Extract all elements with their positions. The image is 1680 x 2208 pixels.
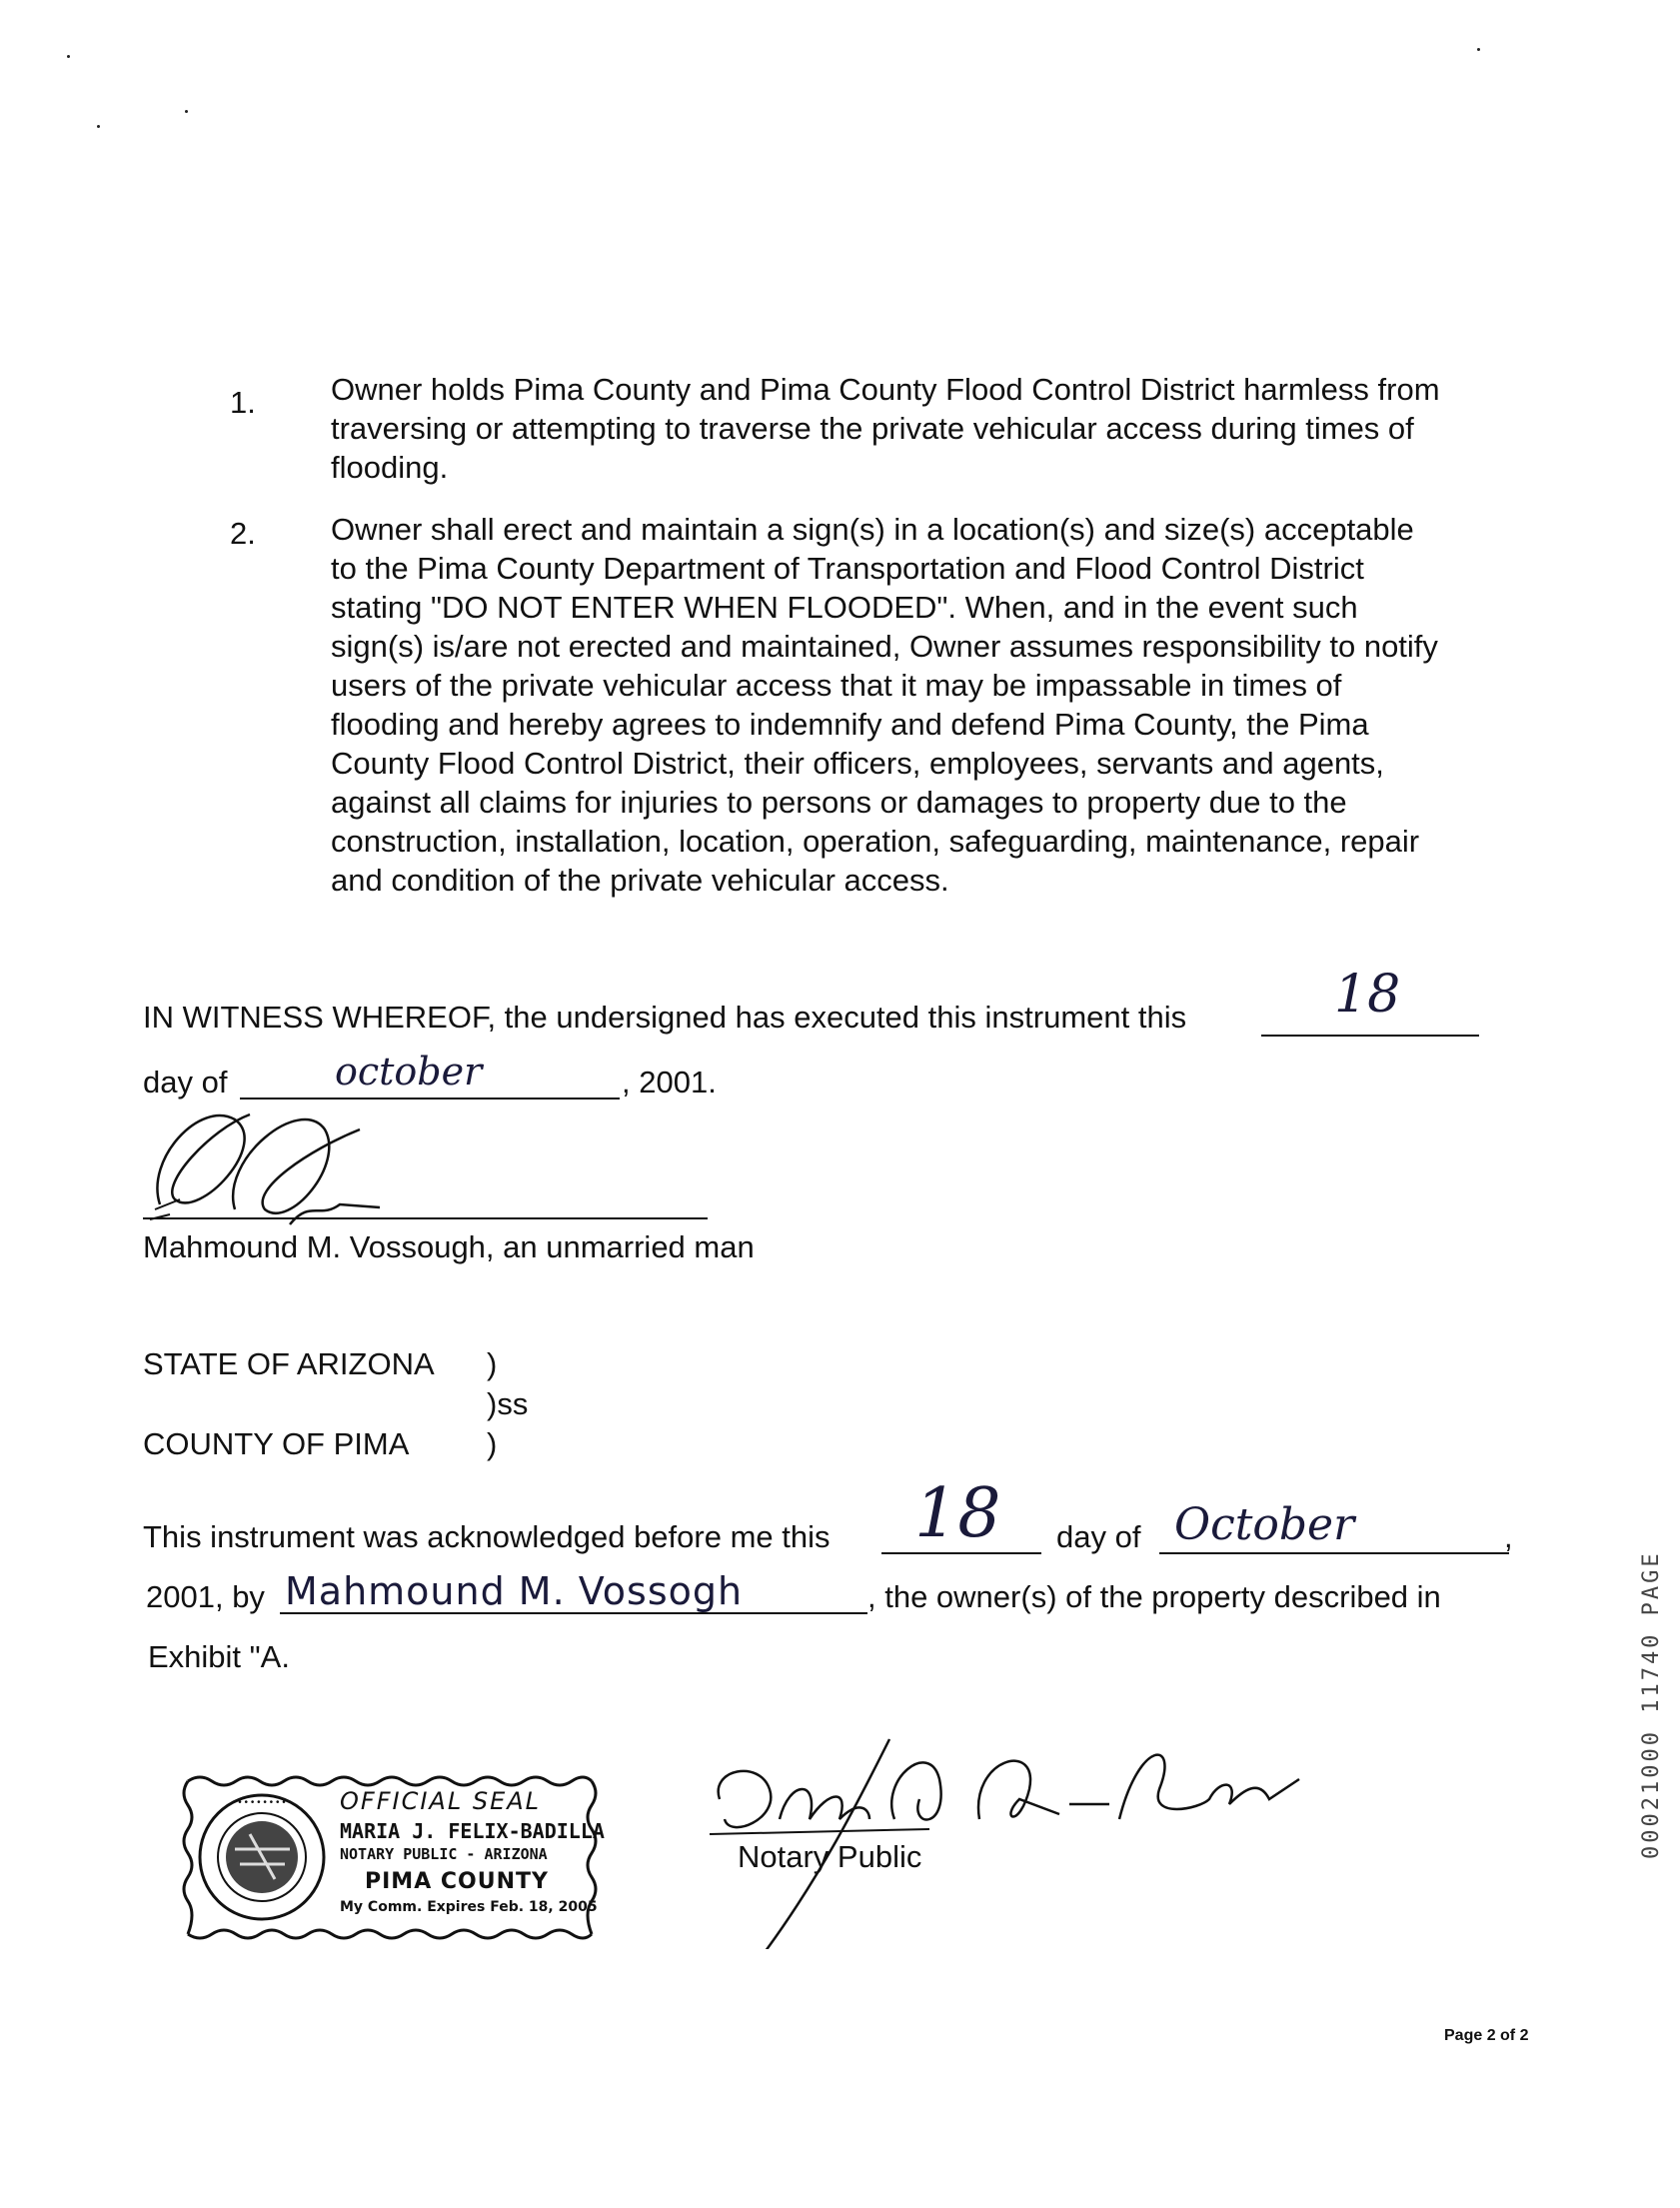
day-blank-line xyxy=(1261,1035,1479,1037)
notary-public-label: Notary Public xyxy=(738,1839,922,1874)
venue-state: STATE OF ARIZONA xyxy=(143,1346,435,1381)
ack-year-by: 2001, by xyxy=(146,1579,265,1614)
item-number: 2. xyxy=(230,516,256,551)
recording-stamp: 00021000 11740 PAGE xyxy=(1639,1550,1664,1859)
venue-paren-1: ) xyxy=(487,1346,498,1381)
ack-handwritten-day: 18 xyxy=(914,1474,1001,1553)
ack-exhibit: Exhibit "A. xyxy=(148,1639,290,1674)
ack-clause: This instrument was acknowledged before me this xyxy=(143,1519,831,1554)
signer-name: Mahmound M. Vossough, an unmarried man xyxy=(143,1229,755,1264)
notary-seal-stamp xyxy=(180,1769,605,1944)
ack-handwritten-name: Mahmound M. Vossogh xyxy=(285,1569,744,1613)
item-text: Owner shall erect and maintain a sign(s) in a location(s) and size(s) acceptable to the Pima County Department of Transportation and Flood Control District stating "DO NOT ENTER WHEN FLOODED". When, and in the event such sign(s) is/are not erected and maintained, Owner assumes responsibility to notify users of the private vehicular access that it may be impassable in times of flooding and hereby agrees to indemnify and defend Pima County, the Pima County Flood Control District, their officers, employees, servants and agents, against all claims for injuries to persons or damages to property due to the construction, installation, location, operation, safeguarding, maintenance, repair and condition of the private vehicular access. xyxy=(331,512,1438,898)
scan-speck xyxy=(97,125,100,128)
scan-speck xyxy=(67,55,70,58)
seal-line-3: NOTARY PUBLIC - ARIZONA xyxy=(340,1845,548,1863)
venue-county: COUNTY OF PIMA xyxy=(143,1426,410,1461)
signature-line xyxy=(143,1217,708,1219)
seal-line-1: OFFICIAL SEAL xyxy=(340,1787,542,1815)
scan-speck xyxy=(185,110,188,113)
seal-line-2: MARIA J. FELIX-BADILLA xyxy=(340,1819,605,1843)
item-number: 1. xyxy=(230,385,256,420)
venue-ss: )ss xyxy=(487,1386,529,1421)
ack-owner-text: , the owner(s) of the property described in xyxy=(867,1579,1441,1614)
page-number: Page 2 of 2 xyxy=(1444,2027,1529,2044)
ack-comma: , xyxy=(1504,1519,1513,1554)
day-of-label: day of xyxy=(143,1065,228,1100)
year-text: , 2001. xyxy=(622,1065,717,1100)
item-text: Owner holds Pima County and Pima County Flood Control District harmless from traversing or attempting to traverse the private vehicular access during times of flooding. xyxy=(331,372,1440,485)
scan-speck xyxy=(1477,48,1480,51)
ack-day-of-label: day of xyxy=(1056,1519,1141,1554)
venue-paren-2: ) xyxy=(487,1426,498,1461)
ack-handwritten-month: October xyxy=(1174,1499,1355,1550)
handwritten-month: october xyxy=(335,1050,483,1094)
notary-signature xyxy=(700,1719,1319,1949)
seal-line-5: My Comm. Expires Feb. 18, 2005 xyxy=(340,1899,598,1915)
seal-line-4: PIMA COUNTY xyxy=(365,1869,549,1894)
handwritten-day: 18 xyxy=(1334,965,1401,1025)
svg-text:• • • • • • • •: • • • • • • • • xyxy=(238,1797,286,1808)
ack-month-line xyxy=(1159,1552,1509,1554)
witness-clause: IN WITNESS WHEREOF, the undersigned has executed this instrument this xyxy=(143,1000,1187,1035)
